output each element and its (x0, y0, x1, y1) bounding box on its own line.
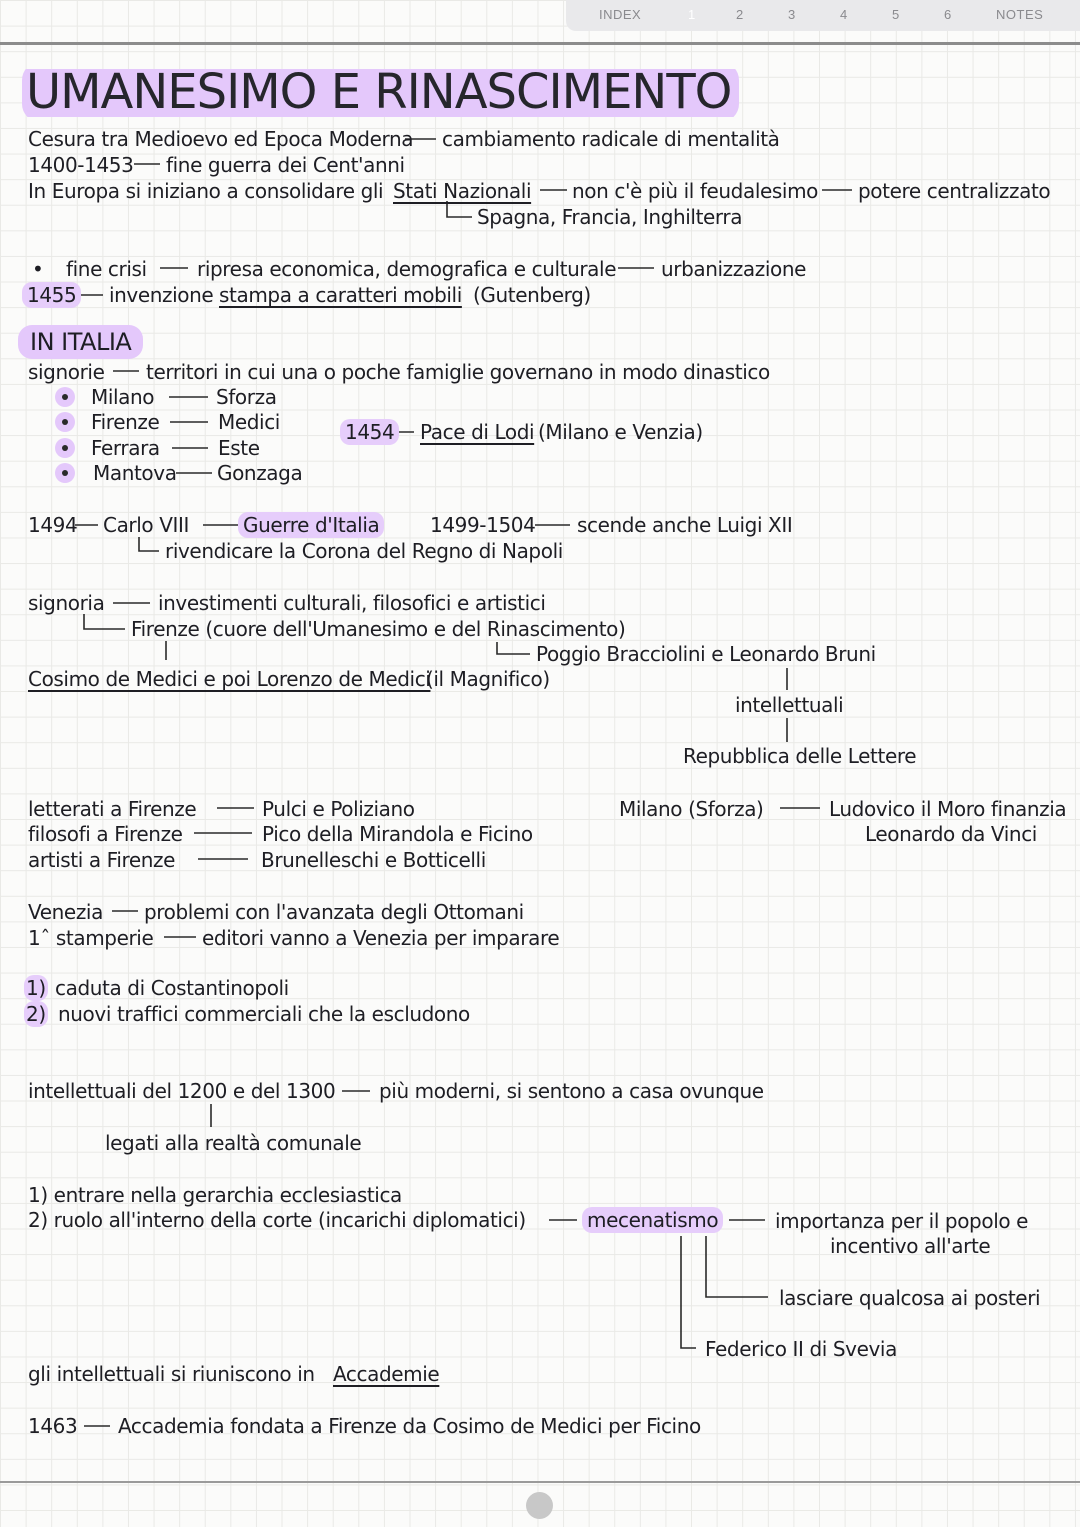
fine-crisi: fine crisi (66, 257, 147, 281)
nuovi-traffici: nuovi traffici commerciali che la escludono (58, 1002, 470, 1026)
signorie-def: territori in cui una o poche famiglie governano in modo dinastico (146, 360, 770, 384)
intro-stati-nazionali: Stati Nazionali (393, 179, 532, 203)
tab-6[interactable]: 6 (944, 7, 952, 22)
filosofi-firenze: filosofi a Firenze (28, 822, 183, 846)
investimenti: investimenti culturali, filosofici e artistici (158, 591, 546, 615)
urbanizzazione: urbanizzazione (661, 257, 807, 281)
pulci-poliziano: Pulci e Poliziano (262, 797, 415, 821)
tab-notes[interactable]: NOTES (996, 7, 1044, 22)
accademia-fondata: Accademia fondata a Firenze da Cosimo de Medici per Ficino (118, 1414, 701, 1438)
family-sforza: Sforza (216, 385, 277, 409)
firenze-cuore: Firenze (cuore dell'Umanesimo e del Rinascimento) (131, 617, 626, 641)
ripresa: ripresa economica, demografica e culturale (197, 257, 617, 281)
pace-di-lodi: Pace di Lodi (420, 420, 535, 444)
family-este: Este (218, 436, 260, 460)
year-1463: 1463 (28, 1414, 78, 1438)
ruolo-corte: 2) ruolo all'interno della corte (incarichi diplomatici) (28, 1208, 526, 1232)
venezia-ottomani: problemi con l'avanzata degli Ottomani (144, 900, 524, 924)
year-1455: 1455 (22, 282, 81, 308)
intro-paesi: Spagna, Francia, Inghilterra (477, 205, 743, 229)
pico-ficino: Pico della Mirandola e Ficino (262, 822, 533, 846)
page-indicator-icon[interactable] (526, 1492, 553, 1519)
intellettuali-1200-1300: intellettuali del 1200 e del 1300 (28, 1079, 336, 1103)
city-ferrara: Ferrara (91, 436, 160, 460)
bullet-dot: • (32, 257, 44, 281)
page-bottom-divider (0, 1481, 1080, 1483)
federico-ii: Federico II di Svevia (705, 1337, 897, 1361)
signoria-term: signoria (28, 591, 105, 615)
intro-guerra: fine guerra dei Cent'anni (166, 153, 405, 177)
section-tab-bar (566, 0, 1080, 31)
importanza-popolo: importanza per il popolo e (775, 1209, 1029, 1233)
city-firenze: Firenze (91, 410, 160, 434)
intro-cesura: Cesura tra Medioevo ed Epoca Moderna (28, 127, 414, 151)
brunelleschi-botticelli: Brunelleschi e Botticelli (261, 848, 486, 872)
year-1494: 1494 (28, 513, 78, 537)
bullet-icon (55, 412, 75, 432)
number-badge: 1) (26, 976, 46, 1000)
mecenatismo: mecenatismo (582, 1207, 723, 1233)
gutenberg: (Gutenberg) (473, 283, 591, 307)
tab-4[interactable]: 4 (840, 7, 848, 22)
realta-comunale: legati alla realtà comunale (105, 1131, 362, 1155)
carlo-viii: Carlo VIII (103, 513, 189, 537)
bracciolini-bruni: Poggio Bracciolini e Leonardo Bruni (536, 642, 876, 666)
ludovico-moro: Ludovico il Moro finanzia (829, 797, 1067, 821)
intro-europa: In Europa si iniziano a consolidare gli (28, 179, 384, 203)
letterati-firenze: letterati a Firenze (28, 797, 197, 821)
milano-sforza: Milano (Sforza) (619, 797, 764, 821)
section-heading-italia: IN ITALIA (18, 325, 143, 359)
signorie-term: signorie (28, 360, 105, 384)
year-1454: 1454 (340, 419, 399, 445)
tab-3[interactable]: 3 (788, 7, 796, 22)
bullet-icon (55, 438, 75, 458)
city-milano: Milano (91, 385, 155, 409)
city-mantova: Mantova (93, 461, 177, 485)
tab-2[interactable]: 2 (736, 7, 744, 22)
page-top-divider (0, 42, 1080, 45)
prime-stamperie: 1ˆ stamperie (28, 926, 154, 950)
family-medici: Medici (218, 410, 280, 434)
leonardo-da-vinci: Leonardo da Vinci (865, 822, 1037, 846)
intro-potere: potere centralizzato (858, 179, 1051, 203)
tab-index[interactable]: INDEX (599, 7, 642, 22)
family-gonzaga: Gonzaga (217, 461, 303, 485)
intro-feudalesimo: non c'è più il feudalesimo (572, 179, 818, 203)
intro-date-range: 1400-1453 (28, 153, 134, 177)
il-magnifico: (il Magnifico) (426, 667, 550, 691)
guerre-italia: Guerre d'Italia (238, 512, 384, 538)
repubblica-lettere: Repubblica delle Lettere (683, 744, 917, 768)
gerarchia-ecclesiastica: 1) entrare nella gerarchia ecclesiastica (28, 1183, 402, 1207)
editori-venezia: editori vanno a Venezia per imparare (202, 926, 560, 950)
tab-1[interactable]: 1 (688, 7, 696, 22)
caduta-costantinopoli: caduta di Costantinopoli (55, 976, 289, 1000)
pace-detail: (Milano e Venzia) (538, 420, 703, 444)
riuniscono-in: gli intellettuali si riuniscono in (28, 1362, 315, 1386)
accademie: Accademie (333, 1362, 440, 1386)
page-title: UMANESIMO E RINASCIMENTO (22, 62, 739, 122)
luigi-xii: scende anche Luigi XII (577, 513, 793, 537)
intellettuali-label: intellettuali (735, 693, 844, 717)
stampa-caratteri: stampa a caratteri mobili (219, 283, 462, 307)
cosimo-lorenzo: Cosimo de Medici e poi Lorenzo de Medici (28, 667, 431, 691)
number-badge: 2) (26, 1002, 46, 1026)
artisti-firenze: artisti a Firenze (28, 848, 176, 872)
invenzione: invenzione (109, 283, 214, 307)
years-1499-1504: 1499-1504 (430, 513, 536, 537)
venezia-term: Venezia (28, 900, 103, 924)
intro-mentalita: cambiamento radicale di mentalità (442, 127, 780, 151)
incentivo-arte: incentivo all'arte (830, 1234, 991, 1258)
rivendicare-corona: rivendicare la Corona del Regno di Napoli (165, 539, 563, 563)
bullet-icon (55, 463, 75, 483)
bullet-icon (55, 387, 75, 407)
lasciare-posteri: lasciare qualcosa ai posteri (779, 1286, 1041, 1310)
piu-moderni: più moderni, si sentono a casa ovunque (379, 1079, 764, 1103)
tab-5[interactable]: 5 (892, 7, 900, 22)
